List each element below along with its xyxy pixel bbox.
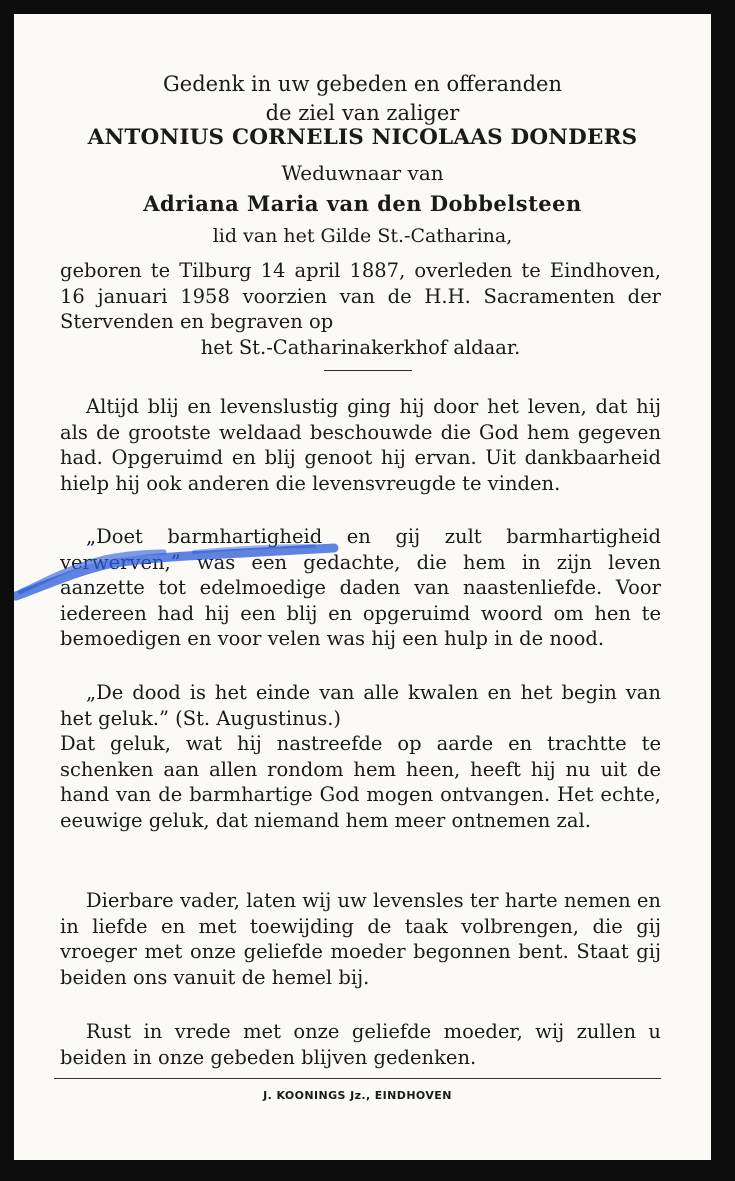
relation-text: Weduwnaar van <box>281 161 444 185</box>
paragraph-3-quote: „De dood is het einde van alle kwalen en het begin van het geluk.” (St. Augustinus.) <box>60 681 661 730</box>
paragraph-1: Altijd blij en levenslustig ging hij door het leven, dat hij als de grootste weldaad beschouwde die God hem gegeven had. Opgeruimd en blij genoot hij ervan. Uit dankbaarheid hielp hij ook anderen die levensvreugde te vinden. <box>60 395 661 495</box>
birth-death-details: geboren te Tilburg 14 april 1887, overleden te Eindhoven, 16 januari 1958 voorzien van de H.H. Sacramenten der Stervenden en begraven op <box>60 259 661 333</box>
divider <box>324 370 412 371</box>
deceased-name: ANTONIUS CORNELIS NICOLAAS DONDERS <box>87 125 638 150</box>
spouse-name: Adriana Maria van den Dobbelsteen <box>143 191 582 216</box>
printer-imprint: J. KOONINGS Jz., EINDHOVEN <box>263 1089 452 1102</box>
paragraph-2: „Doet barmhartigheid en gij zult barmhartigheid verwerven,” was een gedachte, die hem in zijn leven aanzette tot edelmoedige daden van naastenliefde. Voor iedereen had hij een blij en opgeruimd woord om hen te bemoedigen en voor velen was hij een hulp in de nood. <box>60 525 661 650</box>
memorial-card <box>14 14 711 1160</box>
intro-line-2: de ziel van zaliger <box>265 101 460 125</box>
membership-text: lid van het Gilde St.-Catharina, <box>212 225 513 247</box>
ink-mark <box>14 534 374 604</box>
paragraph-5: Dierbare vader, laten wij uw levensles ter harte nemen en in liefde en met toewijding de taak volbrengen, die gij vroeger met onze geliefde moeder begonnen bent. Staat gij beiden ons vanuit de hemel bij. <box>60 889 661 989</box>
paragraph-6: Rust in vrede met onze geliefde moeder, wij zullen u beiden in onze gebeden blijven gedenken. <box>60 1020 661 1069</box>
intro-line-1: Gedenk in uw gebeden en offeranden <box>163 72 562 96</box>
birth-death-text <box>60 258 661 360</box>
footer-divider <box>54 1078 661 1079</box>
paragraph-4: Dat geluk, wat hij nastreefde op aarde en trachtte te schenken aan allen rondom hem heen, heeft hij nu uit de hand van de barmhartige God mogen ontvangen. Het echte, eeuwige geluk, dat niemand hem meer ontnemen zal. <box>60 732 661 832</box>
burial-place: het St.-Catharinakerkhof aldaar. <box>200 335 521 359</box>
intro-text <box>54 70 671 128</box>
